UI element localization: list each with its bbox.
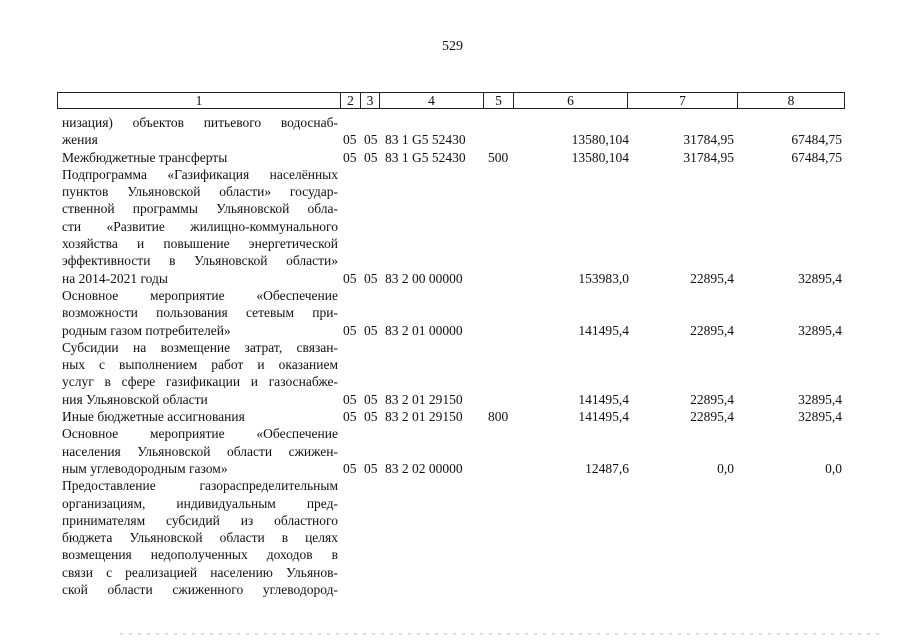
table-row [0,149,905,166]
description-line: ным углеводородным газом» [62,460,228,476]
amount-col-6: 13580,104 [571,132,629,148]
expense-type-code: 800 [488,409,509,425]
target-article-code: 83 2 02 00000 [385,460,463,476]
table-row [0,477,905,598]
description-line: принимателям субсидий из областного [62,512,338,528]
amount-col-7: 31784,95 [683,149,734,165]
row-cells [0,391,905,408]
description-line: ственной программы Ульяновской обла- [62,201,338,217]
description-line: возможности пользования сетевым при- [62,305,338,321]
description-line: эффективности в Ульяновской области» [62,253,338,269]
header-col-5: 5 [484,93,514,108]
target-article-code: 83 1 G5 52430 [385,149,466,165]
description-line: ных с выполнением работ и оказанием [62,357,338,373]
amount-col-6: 141495,4 [578,409,629,425]
subsection-code: 05 [364,132,378,148]
section-code: 05 [343,460,357,476]
description-line: пунктов Ульяновской области» государ- [62,184,338,200]
amount-col-8: 67484,75 [791,132,842,148]
amount-col-6: 141495,4 [578,322,629,338]
amount-col-7: 31784,95 [683,132,734,148]
row-cells [0,149,905,166]
amount-col-8: 32895,4 [798,391,842,407]
page-number: 529 [442,39,463,54]
description-line: Подпрограмма «Газификация населённых [62,166,338,182]
amount-col-8: 32895,4 [798,409,842,425]
section-code: 05 [343,322,357,338]
description-line: родным газом потребителей» [62,322,231,338]
row-cells [0,322,905,339]
target-article-code: 83 2 00 00000 [385,270,463,286]
description-line: ской области сжиженного углеводород- [62,582,338,598]
section-code: 05 [343,409,357,425]
amount-col-7: 22895,4 [690,322,734,338]
amount-col-7: 0,0 [717,460,734,476]
amount-col-6: 12487,6 [585,460,629,476]
amount-col-8: 32895,4 [798,322,842,338]
section-code: 05 [343,149,357,165]
table-row [0,339,905,408]
subsection-code: 05 [364,270,378,286]
subsection-code: 05 [364,322,378,338]
header-col-1: 1 [58,93,341,108]
description-line: Предоставление газораспределительным [62,478,338,494]
amount-col-7: 22895,4 [690,409,734,425]
row-cells [0,270,905,287]
header-col-4: 4 [380,93,484,108]
amount-col-6: 13580,104 [571,149,629,165]
description-line: хозяйства и повышение энергетической [62,236,338,252]
target-article-code: 83 2 01 29150 [385,391,463,407]
section-code: 05 [343,270,357,286]
description-line: услуг в сфере газификации и газоснабже- [62,374,338,390]
subsection-code: 05 [364,391,378,407]
header-col-7: 7 [628,93,738,108]
description-line: возмещения недополученных доходов в [62,547,338,563]
description-line: бюджета Ульяновской области в целях [62,530,338,546]
description-line: ния Ульяновской области [62,391,208,407]
amount-col-6: 141495,4 [578,391,629,407]
description-line: Основное мероприятие «Обеспечение [62,426,338,442]
row-cells [0,460,905,477]
target-article-code: 83 1 G5 52430 [385,132,466,148]
expense-type-code: 500 [488,149,509,165]
description-line: Субсидии на возмещение затрат, связан- [62,339,338,355]
header-col-8: 8 [787,93,795,108]
target-article-code: 83 2 01 00000 [385,322,463,338]
description-line: низация) объектов питьевого водоснаб- [62,115,338,130]
scan-artifact [120,633,880,635]
section-code: 05 [343,391,357,407]
table-row [0,287,905,339]
description-line: Основное мероприятие «Обеспечение [62,287,338,303]
header-col-6: 6 [514,93,628,108]
header-col-2: 2 [341,93,361,108]
table-row [0,425,905,477]
amount-col-8: 32895,4 [798,270,842,286]
description-line: Межбюджетные трансферты [62,149,228,165]
row-cells [0,131,905,148]
amount-col-7: 22895,4 [690,391,734,407]
section-code: 05 [343,132,357,148]
table-row [0,408,905,425]
description-line: жения [62,132,98,148]
target-article-code: 83 2 01 29150 [385,409,463,425]
row-cells [0,408,905,425]
table-body [0,114,905,598]
subsection-code: 05 [364,149,378,165]
amount-col-7: 22895,4 [690,270,734,286]
table-header [57,92,845,109]
subsection-code: 05 [364,409,378,425]
description-line: Иные бюджетные ассигнования [62,409,245,425]
table-row [0,166,905,287]
row-cells [0,581,905,598]
amount-col-6: 153983,0 [578,270,629,286]
description-line: сти «Развитие жилищно-коммунального [62,218,338,234]
amount-col-8: 67484,75 [791,149,842,165]
description-line: населения Ульяновской области сжижен- [62,443,338,459]
description-line: связи с реализацией населению Ульянов- [62,564,338,580]
header-col-3: 3 [361,93,380,108]
amount-col-8: 0,0 [825,460,842,476]
subsection-code: 05 [364,460,378,476]
description-line: на 2014-2021 годы [62,270,168,286]
table-row [0,114,905,149]
description-line: организациям, индивидуальным пред- [62,495,338,511]
